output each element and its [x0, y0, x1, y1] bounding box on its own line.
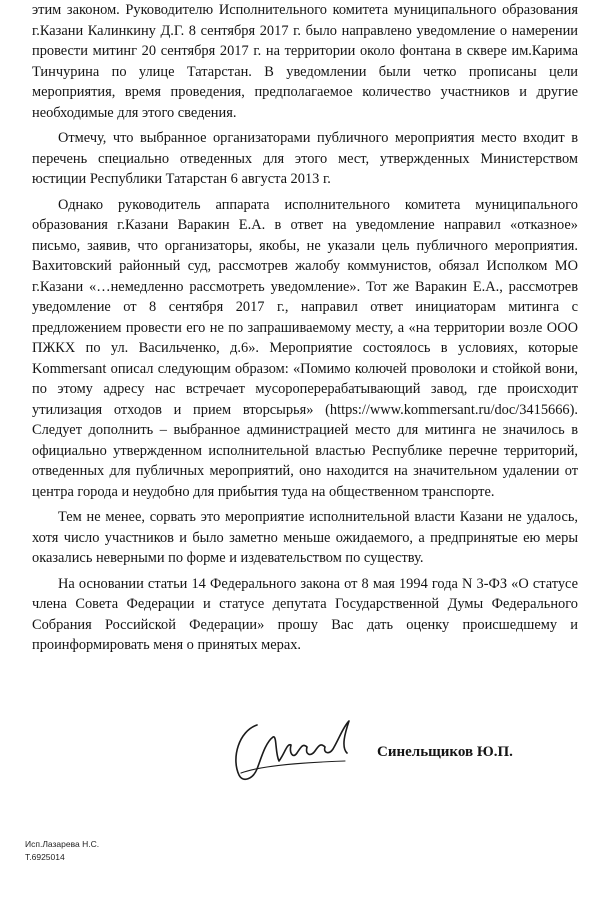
paragraph-3: Однако руководитель аппарата исполнительного комитета муниципального образования г.Казани Варакин Е.А. в ответ на уведомление направил «отказное» письмо, заявив, что организаторы, якобы, не указали цель публичного мероприятия. Вахитовский районный суд, рассмотрев жалобу коммунистов, обязал Исполком МО г.Казани «…немедленно рассмотреть уведомление». Тот же Варакин Е.А., рассмотрев уведомление от 8 сентября 2017 г., направил ответ инициаторам митинга с предложением провести его не по запрашиваемому месту, а «на территории возле ООО ПЖКХ по ул. Васильченко, д.6». Мероприятие состоялось в условиях, которые Kommersant описал следующим образом: «Помимо колючей проволоки и стойкой вони, по этому адресу нас встречает мусороперерабатывающий завод, где происходит утилизация отходов и прием вторсырья» (https://www.kommersant.ru/doc/3415666). Следует дополнить – выбранное администрацией место для митинга не значилось в официально утвержденном исполнительной властью Республике перечне территорий, отведенных для публичных мероприятий, оно находится на значительном удалении от центра города и неудобно для прибытия туда на общественном транспорте. [32, 196, 578, 500]
signature-block [32, 705, 578, 795]
signer-name: Синельщиков Ю.П. [377, 744, 513, 760]
letter-page [32, 0, 578, 760]
handwritten-signature [227, 713, 367, 789]
paragraph-5: На основании статьи 14 Федерального закона от 8 мая 1994 года N 3-ФЗ «О статусе члена Совета Федерации и статусе депутата Государственной Думы Федерального Собрания Российской Федерации» прошу Вас дать оценку происшедшему и проинформировать меня о принятых мерах. [32, 575, 578, 653]
paragraph-2: Отмечу, что выбранное организаторами публичного мероприятия место входит в перечень специально отведенных для этого мест, утвержденных Министерством юстиции Республики Татарстан 6 августа 2013 г. [32, 130, 578, 187]
executor-name: Исп.Лазарева Н.С. [25, 839, 100, 849]
paragraph-4: Тем не менее, сорвать это мероприятие исполнительной власти Казани не удалось, хотя число участников и было заметно меньше ожидаемого, а предпринятые ею меры оказались неверными по форме и издевательством по существу. [32, 509, 578, 566]
executor-info [25, 838, 99, 864]
paragraph-1: этим законом. Руководителю Исполнительного комитета муниципального образования г.Казани Калинкину Д.Г. 8 сентября 2017 г. было направлено уведомление о намерении провести митинг 20 сентября 2017 г. на территории около фонтана в сквере им.Карима Тинчурина по улице Татарстан. В уведомлении были четко прописаны цели мероприятия, время проведения, предполагаемое количество участников и другие необходимые для этого сведения. [32, 2, 578, 121]
executor-phone: Т.6925014 [25, 852, 65, 862]
